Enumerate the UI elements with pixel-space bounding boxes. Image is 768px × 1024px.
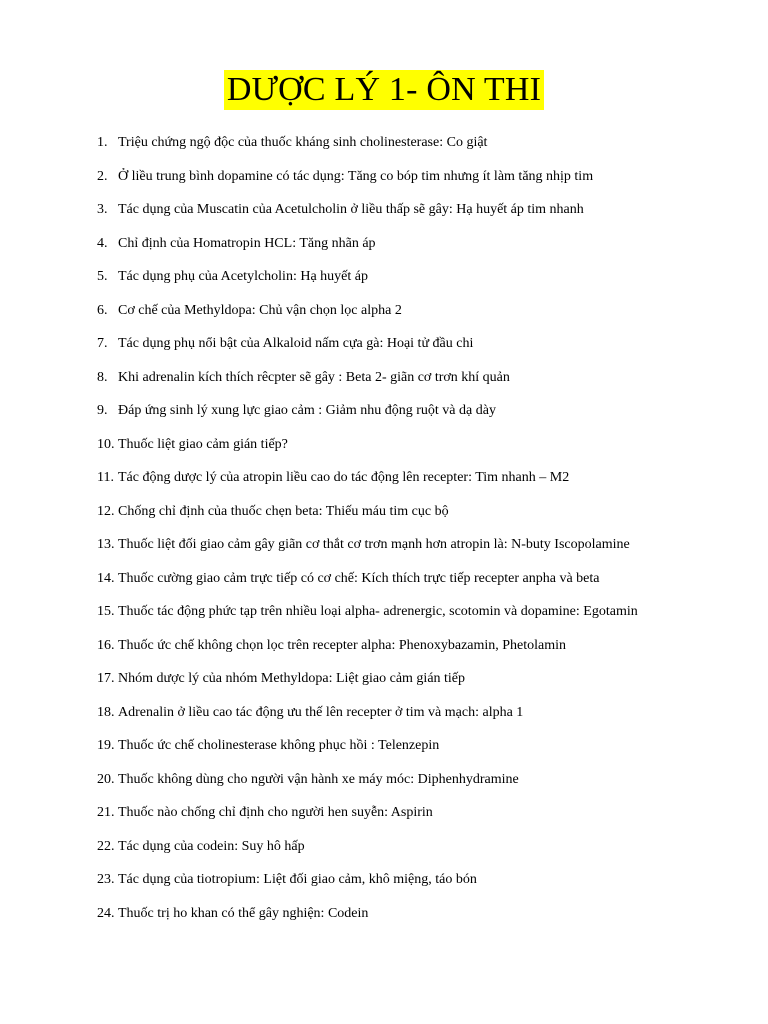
list-item (97, 569, 748, 603)
item-text: Tác dụng phụ của Acetylcholin: Hạ huyết áp (118, 269, 368, 284)
document-title: DƯỢC LÝ 1- ÔN THI (224, 70, 544, 110)
item-number: 21. (97, 805, 115, 820)
list-item (97, 770, 748, 804)
item-text: Thuốc tác động phức tạp trên nhiều loại alpha- adrenergic, scotomin và dopamine: Egotamin (118, 604, 638, 619)
item-text: Tác động dược lý của atropin liều cao do tác động lên recepter: Tim nhanh – M2 (118, 470, 570, 485)
item-text: Chỉ định của Homatropin HCL: Tăng nhãn áp (118, 235, 376, 251)
list-item (97, 602, 748, 636)
item-text: Adrenalin ở liều cao tác động ưu thế lên recepter ở tim và mạch: alpha 1 (118, 704, 524, 720)
item-number: 12. (97, 503, 115, 519)
item-text: Thuốc ức chế không chọn lọc trên recepter alpha: Phenoxybazamin, Phetolamin (118, 637, 567, 653)
list-item (97, 904, 748, 938)
item-number: 18. (97, 704, 115, 720)
item-text: Tác dụng của tiotropium: Liệt đối giao cảm, khô miệng, táo bón (118, 872, 477, 887)
item-number: 23. (97, 872, 115, 887)
item-number: 4. (97, 235, 108, 251)
item-number: 5. (97, 269, 108, 284)
item-text: Chống chỉ định của thuốc chẹn beta: Thiếu máu tim cục bộ (118, 503, 449, 519)
item-text: Thuốc nào chống chỉ định cho người hen suyễn: Aspirin (118, 805, 433, 820)
item-number: 17. (97, 671, 115, 686)
item-text: Triệu chứng ngộ độc của thuốc kháng sinh cholinesterase: Co giật (118, 135, 488, 150)
list-item (97, 334, 748, 368)
item-text: Tác dụng của Muscatin của Acetulcholin ở liều thấp sẽ gây: Hạ huyết áp tim nhanh (118, 202, 584, 217)
item-text: Thuốc ức chế cholinesterase không phục hồi : Telenzepin (118, 738, 440, 753)
item-number: 2. (97, 168, 108, 184)
item-number: 16. (97, 637, 115, 653)
list-item (97, 535, 748, 569)
item-text: Nhóm dược lý của nhóm Methyldopa: Liệt giao cảm gián tiếp (118, 671, 466, 686)
list-item (97, 234, 748, 268)
list-item (97, 435, 748, 469)
list-item (97, 636, 748, 670)
item-text: Cơ chế của Methyldopa: Chủ vận chọn lọc alpha 2 (118, 302, 402, 318)
list-item (97, 167, 748, 201)
item-number: 10. (97, 436, 115, 452)
item-number: 3. (97, 202, 108, 217)
list-item (97, 200, 748, 234)
title-container (0, 70, 768, 110)
list-item (97, 368, 748, 402)
item-number: 24. (97, 905, 115, 921)
item-number: 1. (97, 135, 108, 150)
list-item (97, 870, 748, 904)
item-number: 6. (97, 302, 108, 318)
list-item (97, 468, 748, 502)
list-item (97, 133, 748, 167)
item-number: 20. (97, 771, 115, 787)
item-text: Thuốc cường giao cảm trực tiếp có cơ chế: Kích thích trực tiếp recepter anpha và beta (118, 570, 600, 586)
item-text: Thuốc không dùng cho người vận hành xe máy móc: Diphenhydramine (118, 771, 519, 787)
item-text: Khi adrenalin kích thích rêcpter sẽ gây : Beta 2- giãn cơ trơn khí quản (118, 369, 510, 385)
item-text: Tác dụng phụ nổi bật của Alkaloid nấm cựa gà: Hoại tử đầu chi (118, 336, 474, 351)
item-number: 19. (97, 738, 115, 753)
list-item (97, 301, 748, 335)
item-number: 9. (97, 403, 108, 418)
item-text: Tác dụng của codein: Suy hô hấp (118, 838, 305, 854)
item-text: Thuốc liệt đối giao cảm gây giãn cơ thắt cơ trơn mạnh hơn atropin là: N-buty Iscopolamine (118, 537, 630, 552)
list-item (97, 401, 748, 435)
list-item (97, 669, 748, 703)
question-list (97, 133, 748, 937)
item-text: Đáp ứng sinh lý xung lực giao cảm : Giảm nhu động ruột và dạ dày (118, 403, 496, 418)
list-item (97, 267, 748, 301)
list-item (97, 803, 748, 837)
list-item (97, 502, 748, 536)
item-number: 13. (97, 537, 115, 552)
item-number: 15. (97, 604, 115, 619)
list-item (97, 837, 748, 871)
item-number: 11. (97, 470, 114, 485)
item-number: 14. (97, 570, 115, 586)
item-number: 22. (97, 838, 115, 854)
item-text: Thuốc liệt giao cảm gián tiếp? (118, 436, 288, 452)
list-item (97, 736, 748, 770)
item-text: Thuốc trị ho khan có thể gây nghiện: Codein (118, 905, 369, 921)
list-item (97, 703, 748, 737)
item-number: 7. (97, 336, 108, 351)
item-text: Ở liều trung bình dopamine có tác dụng: Tăng co bóp tim nhưng ít làm tăng nhịp tim (118, 168, 594, 184)
item-number: 8. (97, 369, 108, 385)
